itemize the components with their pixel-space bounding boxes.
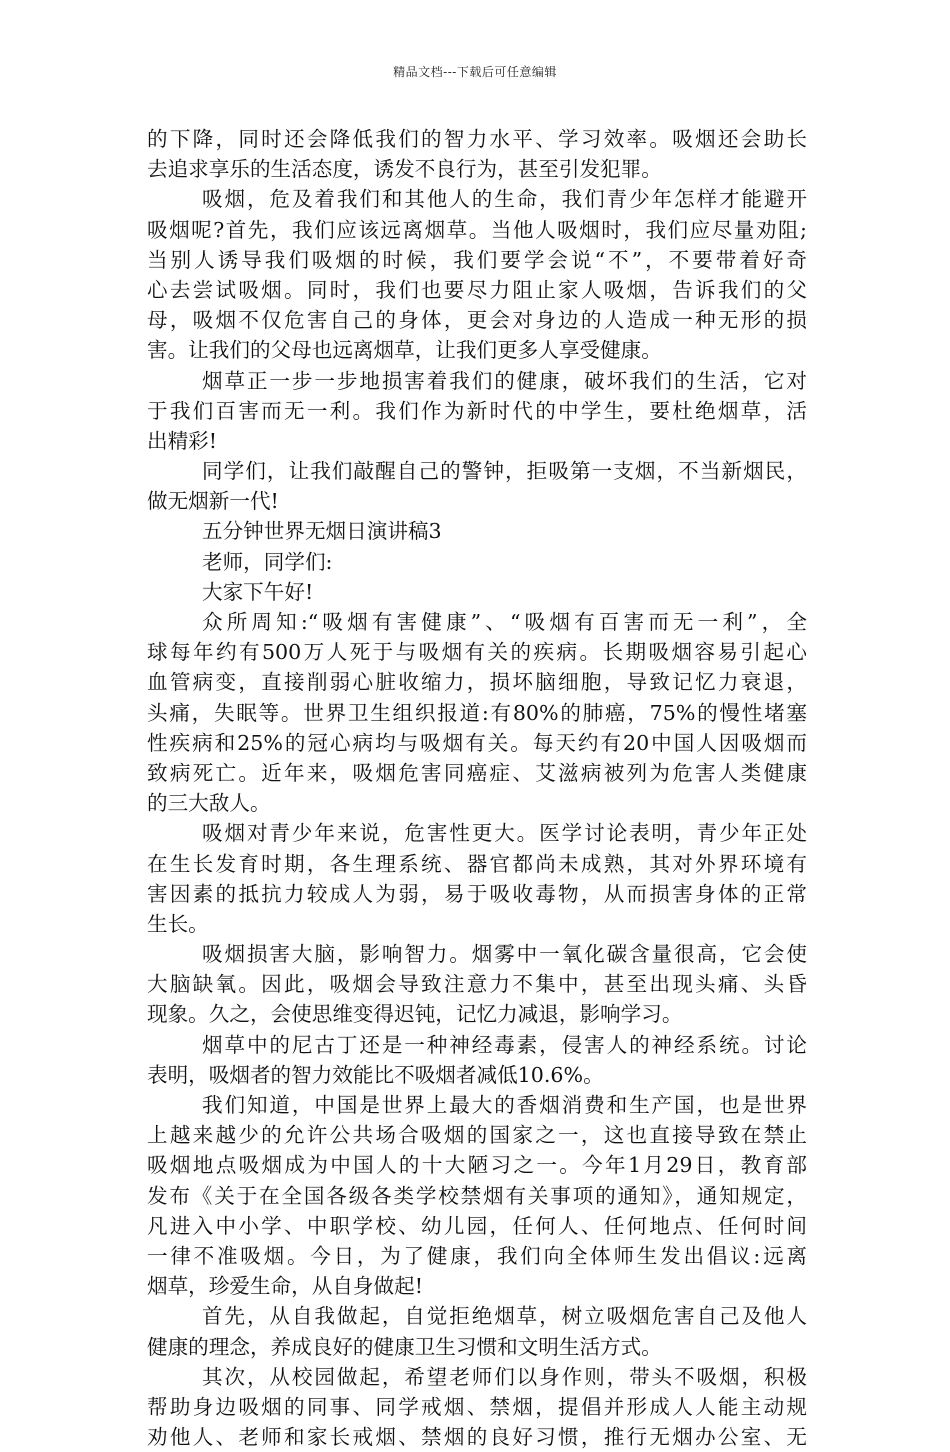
text-line: 烟草，珍爱生命，从自身做起! (147, 1274, 423, 1299)
text-line: 上越来越少的允许公共场合吸烟的国家之一，这也直接导致在禁止 (147, 1123, 807, 1148)
text-line: 吸烟地点吸烟成为中国人的十大陋习之一。今年1月29日，教育部 (147, 1153, 807, 1178)
text-line: 球每年约有500万人死于与吸烟有关的疾病。长期吸烟容易引起心 (147, 640, 807, 665)
text-line: 老师，同学们: (202, 549, 333, 574)
text-line: 大家下午好! (202, 579, 314, 604)
text-line: 大脑缺氧。因此，吸烟会导致注意力不集中，甚至出现头痛、头昏 (147, 972, 807, 997)
text-line: 吸烟损害大脑，影响智力。烟雾中一氧化碳含量很高，它会使 (202, 942, 807, 967)
text-line: 害。让我们的父母也远离烟草，让我们更多人享受健康。 (147, 338, 662, 363)
text-line: 心去尝试吸烟。同时，我们也要尽力阻止家人吸烟，告诉我们的父 (147, 277, 807, 302)
text-line: 生长。 (147, 911, 209, 936)
text-line: 五分钟世界无烟日演讲稿3 (202, 519, 442, 544)
text-line: 首先，从自我做起，自觉拒绝烟草，树立吸烟危害自己及他人 (202, 1304, 807, 1329)
text-line: 烟草正一步一步地损害着我们的健康，破坏我们的生活，它对 (202, 368, 807, 393)
text-line: 在生长发育时期，各生理系统、器官都尚未成熟，其对外界环境有 (147, 851, 807, 876)
text-line: 当别人诱导我们吸烟的时候，我们要学会说“不”，不要带着好奇 (147, 247, 807, 272)
text-line: 劝他人、老师和家长戒烟、禁烟的良好习惯，推行无烟办公室、无 (147, 1425, 807, 1450)
text-line: 血管病变，直接削弱心脏收缩力，损坏脑细胞，导致记忆力衰退， (147, 670, 807, 695)
page-header: 精品文档---下载后可任意编辑 (393, 65, 557, 79)
text-line: 性疾病和25%的冠心病均与吸烟有关。每天约有20中国人因吸烟而 (147, 730, 807, 755)
text-line: 烟草中的尼古丁还是一种神经毒素，侵害人的神经系统。讨论 (202, 1032, 807, 1057)
text-line: 的下降，同时还会降低我们的智力水平、学习效率。吸烟还会助长 (147, 127, 807, 151)
text-line: 吸烟，危及着我们和其他人的生命，我们青少年怎样才能避开 (202, 187, 807, 212)
text-line: 于我们百害而无一利。我们作为新时代的中学生，要杜绝烟草，活 (147, 398, 807, 423)
document-body (147, 124, 807, 1452)
text-line: 发布《关于在全国各级各类学校禁烟有关事项的通知》，通知规定， (147, 1183, 807, 1208)
text-line: 众所周知:“吸烟有害健康”、“吸烟有百害而无一利”，全 (202, 610, 807, 634)
text-line: 吸烟呢?首先，我们应该远离烟草。当他人吸烟时，我们应尽量劝阻; (147, 217, 807, 242)
text-line: 头痛，失眠等。世界卫生组织报道:有80%的肺癌，75%的慢性堵塞 (147, 700, 807, 725)
text-line: 一律不准吸烟。今日，为了健康，我们向全体师生发出倡议:远离 (147, 1243, 807, 1268)
text-line: 母，吸烟不仅危害自己的身体，更会对身边的人造成一种无形的损 (147, 308, 807, 333)
text-line: 致病死亡。近年来，吸烟危害同癌症、艾滋病被列为危害人类健康 (147, 760, 807, 785)
text-line: 吸烟对青少年来说，危害性更大。医学讨论表明，青少年正处 (202, 821, 807, 846)
text-line: 做无烟新一代! (147, 489, 279, 514)
text-line: 表明，吸烟者的智力效能比不吸烟者减低10.6%。 (147, 1062, 604, 1087)
text-line: 其次，从校园做起，希望老师们以身作则，带头不吸烟，积极 (202, 1364, 807, 1389)
text-line: 出精彩! (147, 428, 218, 453)
text-line: 凡进入中小学、中职学校、幼儿园，任何人、任何地点、任何时间 (147, 1213, 807, 1238)
text-line: 去追求享乐的生活态度，诱发不良行为，甚至引发犯罪。 (147, 157, 662, 182)
text-line: 的三大敌人。 (147, 791, 271, 816)
text-line: 帮助身边吸烟的同事、同学戒烟、禁烟，提倡并形成人人能主动规 (147, 1394, 807, 1419)
text-line: 同学们，让我们敲醒自己的警钟，拒吸第一支烟，不当新烟民， (202, 459, 807, 484)
text-line: 现象。久之，会使思维变得迟钝，记忆力减退，影响学习。 (147, 1002, 683, 1027)
text-line: 我们知道，中国是世界上最大的香烟消费和生产国，也是世界 (202, 1093, 807, 1117)
text-line: 健康的理念，养成良好的健康卫生习惯和文明生活方式。 (147, 1334, 662, 1359)
text-line: 害因素的抵抗力较成人为弱，易于吸收毒物，从而损害身体的正常 (147, 881, 807, 906)
